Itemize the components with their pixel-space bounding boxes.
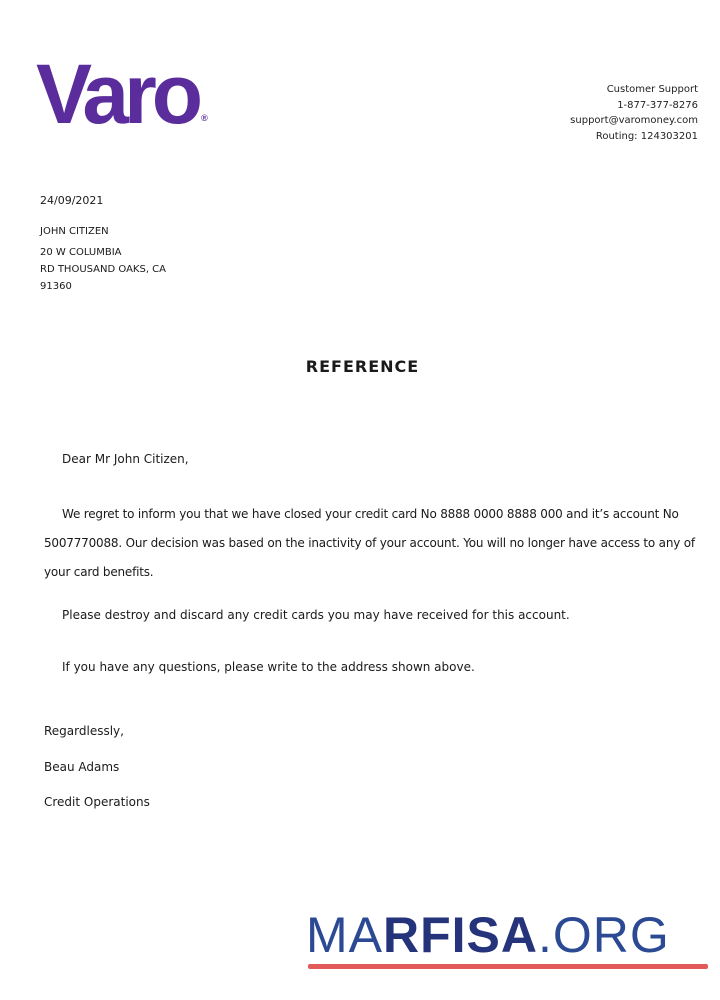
paragraph-questions: If you have any questions, please write to the address shown above. — [62, 660, 475, 674]
varo-logo — [36, 47, 208, 141]
marfisa-watermark — [306, 907, 670, 963]
contact-block — [570, 82, 698, 144]
contact-routing: Routing: 124303201 — [595, 130, 698, 142]
salutation: Dear Mr John Citizen, — [62, 452, 189, 466]
registered-mark: ® — [201, 113, 208, 123]
logo-text: Varo — [36, 47, 199, 141]
recipient-address-line2: RD THOUSAND OAKS, CA — [40, 264, 167, 275]
letter-title: REFERENCE — [305, 357, 420, 376]
signer-name: Beau Adams — [44, 759, 120, 774]
watermark-part2: RFISA — [383, 907, 538, 963]
watermark-underline — [308, 964, 708, 969]
watermark-part3: .ORG — [538, 907, 670, 963]
watermark-part1: MA — [306, 907, 383, 963]
closing-line: Regardlessly, — [44, 724, 124, 738]
paragraph-destroy-cards: Please destroy and discard any credit cards you may have received for this account. — [62, 608, 570, 622]
letter-date: 24/09/2021 — [40, 194, 104, 207]
signature-block — [44, 714, 150, 821]
recipient-zip: 91360 — [40, 281, 72, 292]
signer-department: Credit Operations — [44, 795, 150, 809]
contact-phone: 1-877-377-8276 — [617, 99, 698, 111]
recipient-name: JOHN CITIZEN — [40, 226, 109, 237]
recipient-address — [40, 223, 166, 295]
contact-label: Customer Support — [606, 84, 698, 95]
paragraph-closure-notice: We regret to inform you that we have closed your credit card No 8888 0000 8888 000 and it’s account No 5007770088. Our decision was based on the inactivity of your account. You will no longer have access to any of your card benefits. — [44, 507, 695, 579]
recipient-address-line1: 20 W COLUMBIA — [40, 247, 122, 258]
contact-email: support@varomoney.com — [570, 115, 698, 126]
